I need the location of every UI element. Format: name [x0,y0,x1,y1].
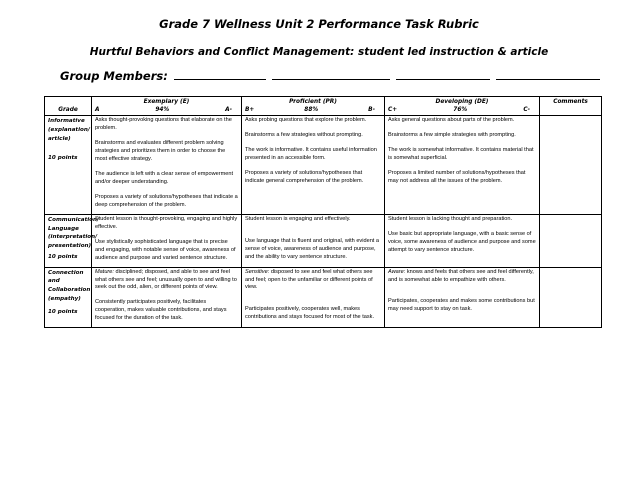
comments-cell[interactable] [540,267,602,328]
level-header-exemplary: Exemplary (E) A 94% A- [92,97,242,116]
criterion-cell: Connection and Collaboration (empathy) 10 points [45,267,92,328]
rubric-table [44,96,602,328]
exemplary-cell: Student lesson is thought-provoking, engaging and highly effective. Use stylistically sophisticated language that is precise and engaging, with notable sense of voice, awareness of audience and purpose and varied sentence structure. [92,214,242,267]
page-title: Grade 7 Wellness Unit 2 Performance Task Rubric [159,17,479,31]
member-blank-3[interactable] [396,68,490,80]
page-subtitle: Hurtful Behaviors and Conflict Management: student led instruction & article [89,46,549,58]
level-header-proficient: Proficient (PR) B+ 88% B- [242,97,385,116]
proficient-cell: Sensitive: disposed to see and feel what others see and feel; open to the unfamiliar or different points of view. Participates positively, cooperates well, makes contributions and stays focused for most of the task. [242,267,385,328]
group-members-label: Group Members: [60,69,168,83]
comments-cell[interactable] [540,116,602,214]
grade-header-cell: Grade [45,97,92,116]
table-row [45,116,602,214]
level-header-developing: Developing (DE) C+ 76% C- [385,97,540,116]
criterion-cell: Informative (explanation/ article) 10 points [45,116,92,214]
exemplary-cell: Mature: disciplined; disposed, and able to see and feel what others see and feel; unusually open to and willing to seek out the odd, alien, or different points of view. Consistently participates positively, facilitates cooperation, makes valuable contributions, and stays focused for the duration of the task. [92,267,242,328]
exemplary-cell: Asks thought-provoking questions that elaborate on the problem. Brainstorms and evaluates different problem solving strategies and prioritizes them in order to choose the most effective strategy. The audience is left with a clear sense of empowerment and/or deeper understanding. Proposes a variety of solutions/hypotheses that indicate a deep comprehension of the problem. [92,116,242,214]
developing-cell: Asks general questions about parts of the problem. Brainstorms a few simple strategies with prompting. The work is somewhat informative. It contains material that is somewhat superficial. Proposes a limited number of solutions/hypotheses that may not address all the issues of the problem. [385,116,540,214]
developing-cell: Aware: knows and feels that others see and feel differently, and is somewhat able to empathize with others. Participates, cooperates and makes some contributions but may need support to stay on task. [385,267,540,328]
comments-header: Comments [540,97,602,116]
proficient-cell: Asks probing questions that explore the problem. Brainstorms a few strategies without prompting. The work is informative. It contains useful information presented in an accessible form. Proposes a variety of solutions/hypotheses that indicate general comprehension of the problem. [242,116,385,214]
group-members-line [60,68,600,83]
member-blank-1[interactable] [174,68,266,80]
member-blank-4[interactable] [496,68,600,80]
table-row [45,267,602,328]
table-row [45,214,602,267]
header-row [45,97,602,116]
proficient-cell: Student lesson is engaging and effectively. Use language that is fluent and original, with evident a sense of voice, awareness of audience and purpose, and the ability to vary sentence structure. [242,214,385,267]
developing-cell: Student lesson is lacking thought and preparation. Use basic but appropriate language, with a basic sense of voice, some awareness of audience and purpose and some attempt to vary sentence structure. [385,214,540,267]
member-blank-2[interactable] [272,68,390,80]
criterion-cell: Communication/ Language (interpretation/ presentation) 10 points [45,214,92,267]
comments-cell[interactable] [540,214,602,267]
